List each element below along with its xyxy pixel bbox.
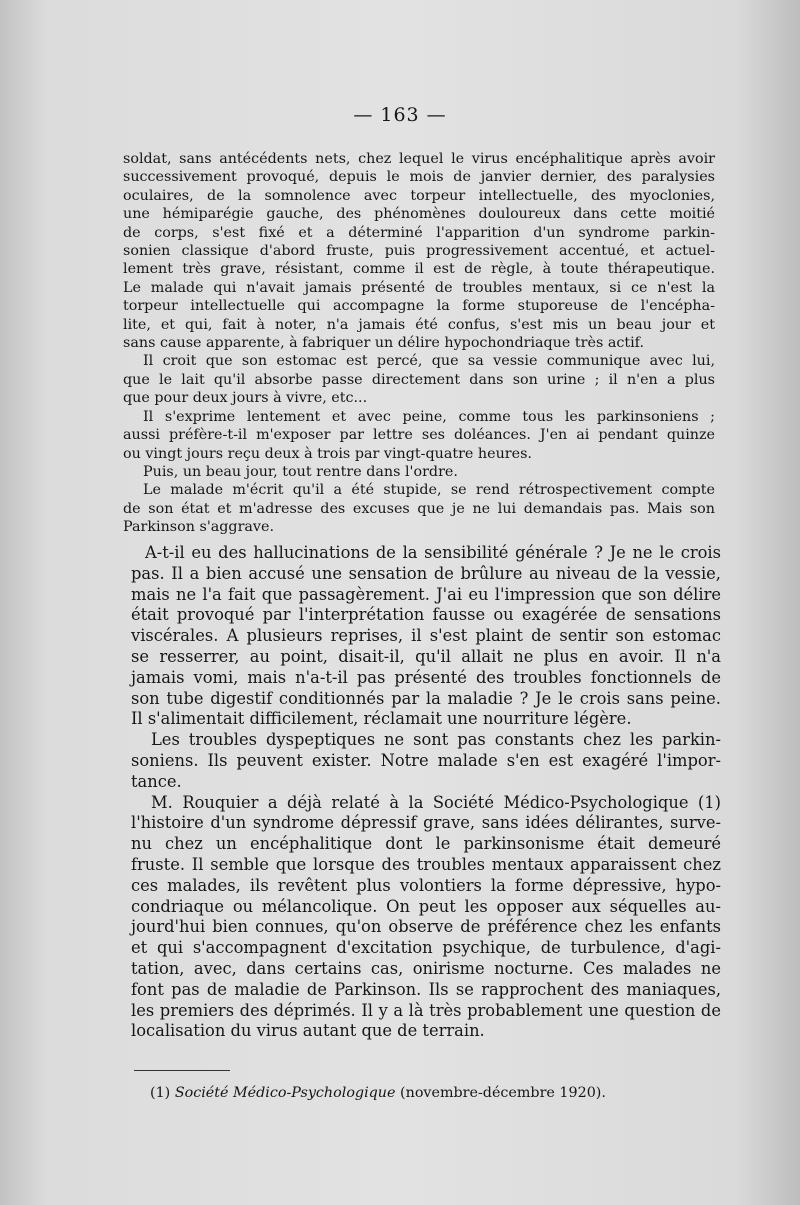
text-line: viscérales. A plusieurs reprises, il s'est plaint de sentir son estomac bbox=[131, 626, 721, 646]
case-report-text bbox=[123, 150, 715, 537]
text-line: tation, avec, dans certains cas, onirisme nocturne. Ces malades ne bbox=[131, 958, 721, 978]
text-line: M. Rouquier a déjà relaté à la Société Médico-Psychologique (1) bbox=[151, 792, 721, 812]
text-line: son tube digestif conditionnés par la maladie ? Je le crois sans peine. bbox=[131, 688, 721, 708]
text-line: de corps, s'est fixé et a déterminé l'apparition d'un syndrome parkin- bbox=[123, 224, 715, 241]
text-line: Les troubles dyspeptiques ne sont pas constants chez les parkin- bbox=[151, 730, 721, 750]
text-line: pas. Il a bien accusé une sensation de brûlure au niveau de la vessie, bbox=[131, 563, 721, 583]
text-line: et qui s'accompagnent d'excitation psychique, de turbulence, d'agi- bbox=[131, 938, 721, 958]
text-line: jourd'hui bien connues, qu'on observe de préférence chez les enfants bbox=[131, 917, 721, 937]
text-line: sans cause apparente, à fabriquer un délire hypochondriaque très actif. bbox=[123, 335, 644, 352]
footnote bbox=[150, 1085, 710, 1101]
text-line: les premiers des déprimés. Il y a là très probablement une question de bbox=[131, 1000, 721, 1020]
text-line: Le malade qui n'avait jamais présenté de troubles mentaux, si ce n'est la bbox=[123, 279, 715, 296]
text-line: une hémiparégie gauche, des phénomènes douloureux dans cette moitié bbox=[123, 206, 715, 223]
text-line: fruste. Il semble que lorsque des troubles mentaux apparaissent chez bbox=[131, 854, 721, 874]
text-line: que pour deux jours à vivre, etc... bbox=[123, 390, 368, 407]
text-line: ou vingt jours reçu deux à trois par vingt-quatre heures. bbox=[123, 445, 532, 462]
footnote-journal: Société Médico-Psychologique bbox=[174, 1085, 396, 1101]
discussion-text bbox=[131, 543, 721, 1042]
text-line: lite, et qui, fait à noter, n'a jamais été confus, s'est mis un beau jour et bbox=[123, 316, 715, 333]
text-line: de son état et m'adresse des excuses que je ne lui demandais pas. Mais son bbox=[123, 500, 715, 517]
text-line: oculaires, de la somnolence avec torpeur intellectuelle, des myoclonies, bbox=[123, 187, 715, 204]
text-line: soldat, sans antécédents nets, chez lequel le virus encéphalitique après avoir bbox=[123, 151, 715, 167]
text-line: Le malade m'écrit qu'il a été stupide, se rend rétrospectivement compte bbox=[143, 482, 715, 499]
text-line: sonien classique d'abord fruste, puis progressivement accentué, et actuel- bbox=[123, 243, 715, 260]
text-line: Il croit que son estomac est percé, que sa vessie communique avec lui, bbox=[143, 353, 715, 370]
text-line: condriaque ou mélancolique. On peut les opposer aux séquelles au- bbox=[131, 896, 721, 916]
paragraph bbox=[123, 150, 715, 352]
text-line: Il s'exprime lentement et avec peine, comme tous les parkinsoniens ; bbox=[143, 408, 715, 425]
text-line: Puis, un beau jour, tout rentre dans l'ordre. bbox=[143, 463, 458, 480]
text-line: torpeur intellectuelle qui accompagne la forme stuporeuse de l'encépha- bbox=[123, 298, 715, 315]
footnote-marker: (1) bbox=[150, 1085, 171, 1101]
text-line: nu chez un encéphalitique dont le parkinsonisme était demeuré bbox=[131, 834, 721, 854]
paragraph bbox=[123, 481, 715, 536]
text-line: lement très grave, résistant, comme il est de règle, à toute thérapeutique. bbox=[123, 261, 715, 278]
text-line: localisation du virus autant que de terrain. bbox=[131, 1021, 485, 1041]
page-number: — 163 — bbox=[353, 104, 447, 126]
text-line: successivement provoqué, depuis le mois de janvier dernier, des paralysies bbox=[123, 169, 715, 186]
text-line: Il s'alimentait difficilement, réclamait une nourriture légère. bbox=[131, 709, 632, 729]
text-line: A-t-il eu des hallucinations de la sensibilité générale ? Je ne le crois bbox=[145, 543, 721, 562]
text-line: aussi préfère-t-il m'exposer par lettre ses doléances. J'en ai pendant quinze bbox=[123, 427, 715, 444]
text-line: jamais vomi, mais n'a-t-il pas présenté des troubles fonctionnels de bbox=[131, 667, 721, 687]
paragraph bbox=[123, 463, 715, 481]
text-line: mais ne l'a fait que passagèrement. J'ai eu l'impression que son délire bbox=[131, 584, 721, 604]
paragraph bbox=[123, 352, 715, 407]
text-line: que le lait qu'il absorbe passe directement dans son urine ; il n'en a plus bbox=[123, 371, 715, 388]
paragraph bbox=[131, 543, 721, 730]
paragraph bbox=[131, 730, 721, 792]
text-line: tance. bbox=[131, 771, 182, 791]
text-line: font pas de maladie de Parkinson. Ils se rapprochent des maniaques, bbox=[131, 979, 721, 999]
text-line: se resserrer, au point, disait-il, qu'il allait ne plus en avoir. Il n'a bbox=[131, 646, 721, 666]
footnote-divider bbox=[134, 1070, 230, 1071]
text-line: Parkinson s'aggrave. bbox=[123, 519, 275, 536]
footnote-date: (novembre-décembre 1920). bbox=[400, 1085, 606, 1101]
text-line: était provoqué par l'interprétation fausse ou exagérée de sensations bbox=[131, 605, 721, 625]
text-line: soniens. Ils peuvent exister. Notre malade s'en est exagéré l'impor- bbox=[131, 750, 721, 770]
paragraph bbox=[123, 408, 715, 463]
text-line: ces malades, ils revêtent plus volontiers la forme dépressive, hypo- bbox=[131, 875, 721, 895]
paragraph bbox=[131, 793, 721, 1043]
text-line: l'histoire d'un syndrome dépressif grave, sans idées délirantes, surve- bbox=[131, 813, 721, 833]
